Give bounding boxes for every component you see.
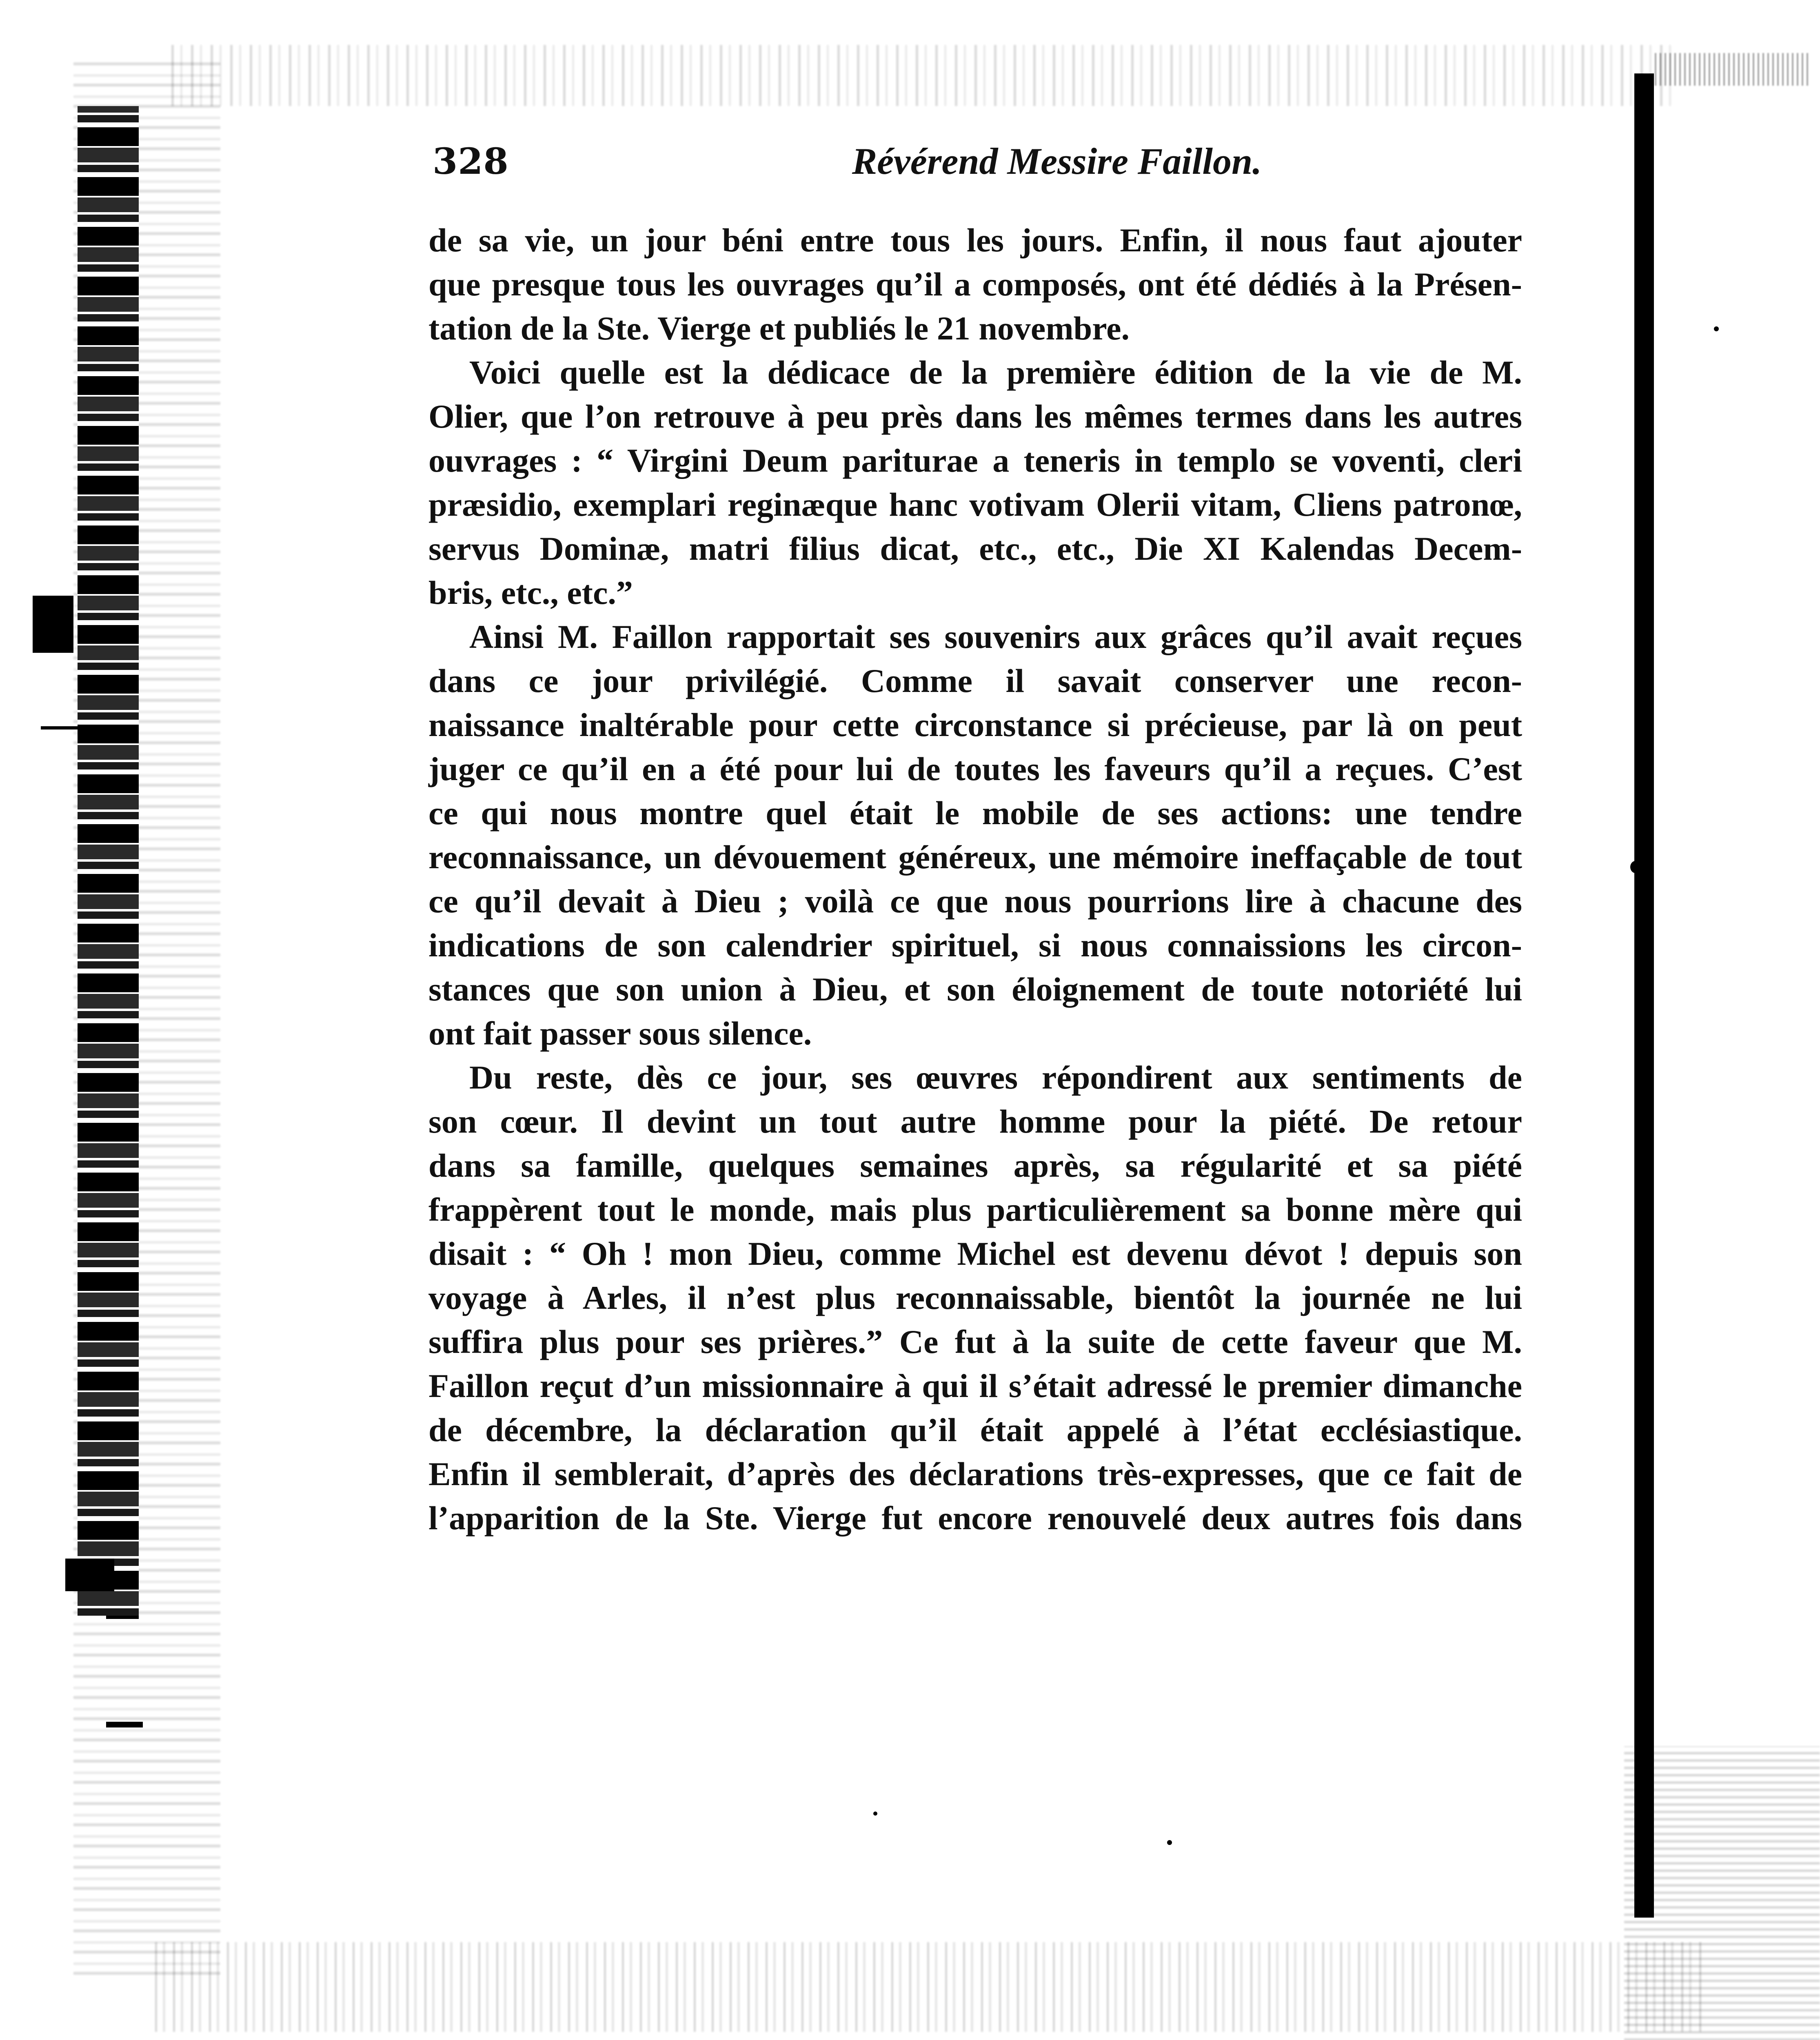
text-line: Faillon reçut d’un missionnaire à qui il s’était adressé le premier dimanche xyxy=(428,1367,1522,1404)
scan-noise-top-right xyxy=(1655,53,1810,86)
ink-speck xyxy=(1714,326,1719,331)
book-binding-shadow xyxy=(78,106,139,1616)
text-line: l’apparition de la Ste. Vierge fut encore renouvelé deux autres fois dans xyxy=(428,1499,1522,1537)
text-line: ouvrages : “ Virgini Deum pariturae a teneris in templo se voventi, cleri xyxy=(428,442,1522,479)
text-line: bris, etc., etc.” xyxy=(428,574,633,611)
text-line: que presque tous les ouvrages qu’il a composés, ont été dédiés à la Présen- xyxy=(428,266,1522,303)
binding-mark xyxy=(106,1616,139,1619)
text-line: Enfin il semblerait, d’après des déclarations très-expresses, que ce fait de xyxy=(428,1455,1522,1492)
paragraph-4 xyxy=(428,1055,1522,1540)
binding-mark xyxy=(65,1559,114,1591)
page-number: 328 xyxy=(433,140,509,182)
text-line: Voici quelle est la dédicace de la première édition de la vie de M. xyxy=(469,354,1522,391)
page-edge-shadow xyxy=(1634,73,1654,1918)
running-title: Révérend Messire Faillon. xyxy=(852,140,1262,182)
text-line: dans ce jour privilégié. Comme il savait conserver une recon- xyxy=(428,662,1522,699)
text-line: Du reste, dès ce jour, ses œuvres répondirent aux sentiments de xyxy=(469,1059,1522,1096)
ink-speck xyxy=(873,1812,877,1816)
paragraph-3 xyxy=(428,615,1522,1055)
scan-noise-bottom xyxy=(155,1942,1706,2032)
text-line: de décembre, la déclaration qu’il était appelé à l’état ecclésiastique. xyxy=(428,1411,1522,1448)
binding-mark xyxy=(33,596,73,653)
text-line: juger ce qu’il en a été pour lui de toutes les faveurs qu’il a reçues. C’est xyxy=(428,750,1522,787)
text-line: son cœur. Il devint un tout autre homme pour la piété. De retour xyxy=(428,1103,1522,1140)
text-line: Ainsi M. Faillon rapportait ses souvenirs aux grâces qu’il avait reçues xyxy=(469,618,1522,655)
text-line: dans sa famille, quelques semaines après, sa régularité et sa piété xyxy=(428,1147,1522,1184)
text-line: Olier, que l’on retrouve à peu près dans les mêmes termes dans les autres xyxy=(428,398,1522,435)
binding-mark xyxy=(106,1722,143,1727)
text-line: naissance inaltérable pour cette circonstance si précieuse, par là on peut xyxy=(428,706,1522,743)
text-line: tation de la Ste. Vierge et publiés le 21 novembre. xyxy=(428,310,1130,347)
text-line: ont fait passer sous silence. xyxy=(428,1015,812,1052)
text-line: frappèrent tout le monde, mais plus particulièrement sa bonne mère qui xyxy=(428,1191,1522,1228)
text-line: ce qu’il devait à Dieu ; voilà ce que nous pourrions lire à chacune des xyxy=(428,883,1522,920)
ink-speck xyxy=(1167,1840,1172,1845)
text-line: ce qui nous montre quel était le mobile de ses actions: une tendre xyxy=(428,794,1522,832)
text-line: reconnaissance, un dévouement généreux, une mémoire ineffaçable de tout xyxy=(428,838,1522,876)
text-line: servus Dominæ, matri filius dicat, etc., etc., Die XI Kalendas Decem- xyxy=(428,530,1522,567)
scan-noise-top xyxy=(171,45,1673,106)
ink-speck xyxy=(1630,861,1641,873)
paragraph-2 xyxy=(428,350,1522,615)
running-head xyxy=(433,135,1518,188)
text-line: voyage à Arles, il n’est plus reconnaissable, bientôt la journée ne lui xyxy=(428,1279,1522,1316)
text-line: præsidio, exemplari reginæque hanc votivam Olerii vitam, Cliens patronœ, xyxy=(428,486,1522,523)
text-line: suffira plus pour ses prières.” Ce fut à la suite de cette faveur que M. xyxy=(428,1323,1522,1360)
text-line: de sa vie, un jour béni entre tous les jours. Enfin, il nous faut ajouter xyxy=(428,222,1522,259)
binding-mark xyxy=(41,726,90,730)
text-line: disait : “ Oh ! mon Dieu, comme Michel est devenu dévot ! depuis son xyxy=(428,1235,1522,1272)
paragraph-1 xyxy=(428,218,1522,350)
body-text xyxy=(428,218,1522,1540)
text-line: stances que son union à Dieu, et son éloignement de toute notoriété lui xyxy=(428,971,1522,1008)
text-line: indications de son calendrier spirituel, si nous connaissions les circon- xyxy=(428,927,1522,964)
